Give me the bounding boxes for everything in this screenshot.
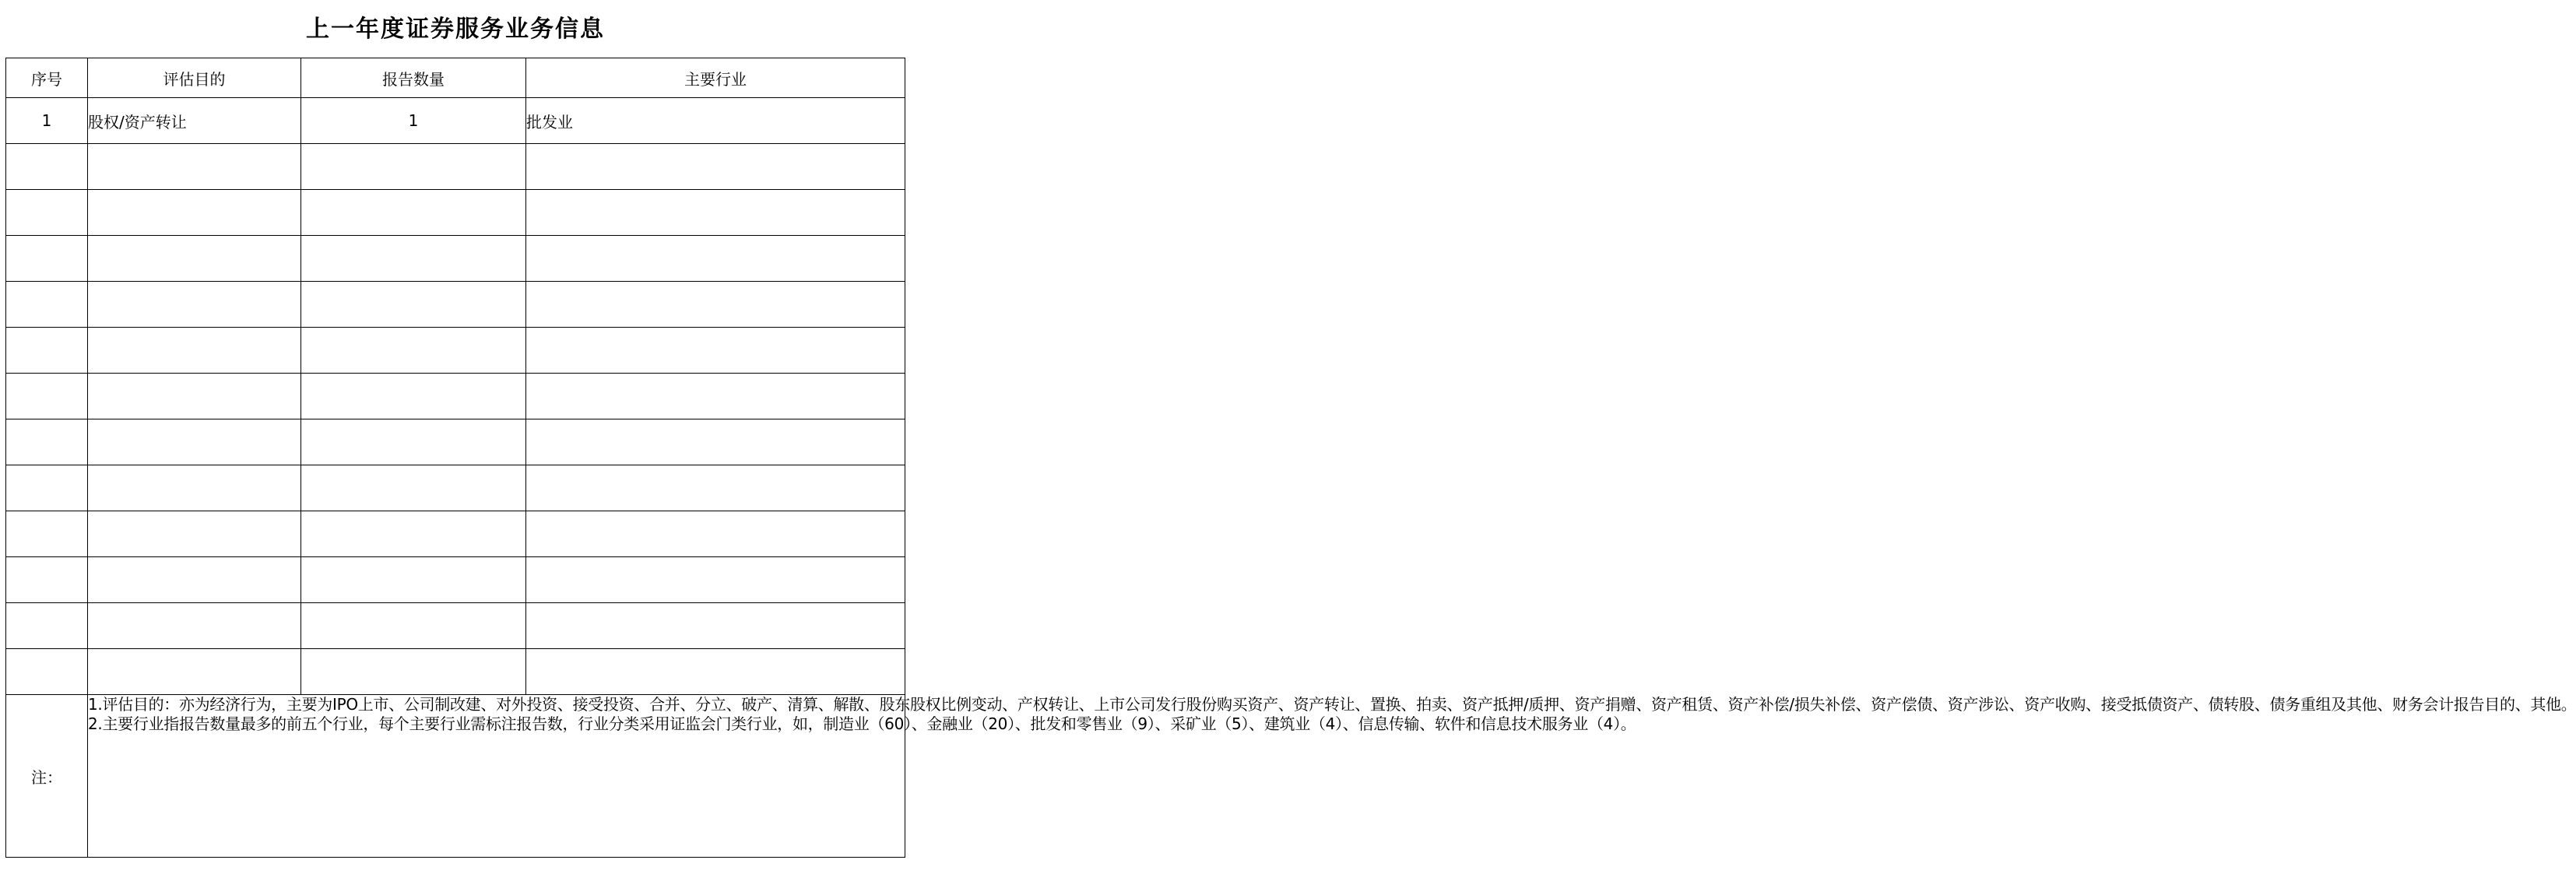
table-row (6, 511, 905, 557)
header-report-count: 报告数量 (301, 58, 526, 98)
cell-report-count (301, 557, 526, 603)
cell-main-industry (526, 603, 905, 649)
cell-evaluation-purpose (88, 649, 301, 695)
cell-serial-number (6, 465, 88, 511)
cell-evaluation-purpose (88, 374, 301, 419)
cell-report-count (301, 511, 526, 557)
cell-evaluation-purpose (88, 282, 301, 328)
cell-main-industry (526, 282, 905, 328)
cell-serial-number (6, 328, 88, 374)
cell-report-count (301, 649, 526, 695)
table-row (6, 328, 905, 374)
cell-serial-number (6, 419, 88, 465)
cell-main-industry (526, 649, 905, 695)
cell-main-industry: 批发业 (526, 98, 905, 144)
cell-report-count: 1 (301, 98, 526, 144)
cell-main-industry (526, 190, 905, 236)
cell-main-industry (526, 144, 905, 190)
header-evaluation-purpose: 评估目的 (88, 58, 301, 98)
cell-report-count (301, 419, 526, 465)
note-item: 2.主要行业指报告数量最多的前五个行业，每个主要行业需标注报告数，行业分类采用证监会门类行业，如，制造业（60）、金融业（20）、批发和零售业（9）、采矿业（5）、建筑业（4）、信息传输、软件和信息技术服务业（4）。 (88, 714, 1636, 733)
cell-report-count (301, 190, 526, 236)
cell-serial-number (6, 511, 88, 557)
notes-row (6, 695, 905, 858)
cell-evaluation-purpose (88, 328, 301, 374)
cell-main-industry (526, 236, 905, 282)
cell-main-industry (526, 374, 905, 419)
note-item: 1.评估目的：亦为经济行为，主要为IPO上市、公司制改建、对外投资、接受投资、合并、分立、破产、清算、解散、股东股权比例变动、产权转让、上市公司发行股份购买资产、资产转让、置换、拍卖、资产抵押/质押、资产捐赠、资产租赁、资产补偿/损失补偿、资产偿债、资产涉讼、资产收购、接受抵债资产、债转股、债务重组及其他、财务会计报告目的、其他。 (88, 695, 2576, 714)
table-row (6, 419, 905, 465)
cell-evaluation-purpose (88, 419, 301, 465)
table-row (6, 282, 905, 328)
notes-label: 注： (6, 695, 88, 858)
cell-evaluation-purpose (88, 190, 301, 236)
cell-serial-number (6, 236, 88, 282)
cell-report-count (301, 236, 526, 282)
cell-serial-number: 1 (6, 98, 88, 144)
cell-serial-number (6, 557, 88, 603)
cell-report-count (301, 465, 526, 511)
header-serial-number: 序号 (6, 58, 88, 98)
cell-serial-number (6, 603, 88, 649)
cell-main-industry (526, 511, 905, 557)
header-main-industry: 主要行业 (526, 58, 905, 98)
cell-report-count (301, 603, 526, 649)
cell-serial-number (6, 282, 88, 328)
notes-content (88, 695, 2576, 858)
cell-report-count (301, 144, 526, 190)
table-row (6, 603, 905, 649)
securities-service-table (5, 58, 2576, 858)
cell-evaluation-purpose (88, 465, 301, 511)
cell-serial-number (6, 144, 88, 190)
table-row (6, 557, 905, 603)
cell-evaluation-purpose (88, 144, 301, 190)
cell-report-count (301, 374, 526, 419)
cell-serial-number (6, 649, 88, 695)
cell-main-industry (526, 328, 905, 374)
cell-serial-number (6, 374, 88, 419)
cell-evaluation-purpose (88, 603, 301, 649)
table-row (6, 649, 905, 695)
cell-main-industry (526, 419, 905, 465)
cell-evaluation-purpose (88, 236, 301, 282)
table-header-row (6, 58, 905, 98)
cell-main-industry (526, 557, 905, 603)
cell-evaluation-purpose (88, 557, 301, 603)
page-title: 上一年度证券服务业务信息 (306, 16, 605, 43)
cell-evaluation-purpose (88, 511, 301, 557)
cell-report-count (301, 328, 526, 374)
cell-report-count (301, 282, 526, 328)
table-row (6, 190, 905, 236)
table-row (6, 374, 905, 419)
table-row (6, 144, 905, 190)
table-row (6, 465, 905, 511)
cell-evaluation-purpose: 股权/资产转让 (88, 98, 301, 144)
cell-main-industry (526, 465, 905, 511)
table-row (6, 98, 905, 144)
cell-serial-number (6, 190, 88, 236)
table-row (6, 236, 905, 282)
